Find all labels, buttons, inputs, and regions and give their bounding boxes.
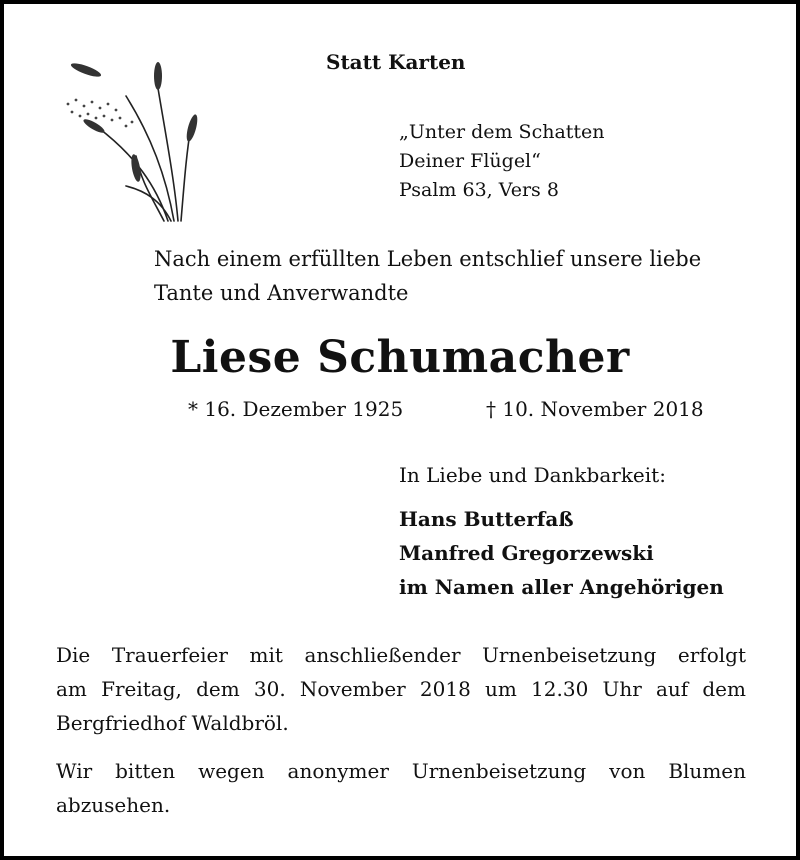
intro-line: Nach einem erfüllten Leben entschlief unsere liebe — [154, 247, 702, 271]
mourners-intro: In Liebe und Dankbarkeit: — [399, 463, 666, 487]
ceremony-line: Die Trauerfeier mit anschließender Urnenbeisetzung erfolgt — [56, 643, 746, 667]
death-date: † 10. November 2018 — [486, 397, 704, 421]
ceremony-line: Bergfriedhof Waldbröl. — [56, 711, 289, 735]
flower-request — [56, 754, 746, 822]
birth-date: * 16. Dezember 1925 — [188, 397, 404, 421]
deceased-name: Liese Schumacher — [170, 332, 630, 383]
mourner-name: im Namen aller Angehörigen — [399, 575, 724, 599]
mourners-list — [399, 502, 724, 604]
quote-source: Psalm 63, Vers 8 — [399, 179, 559, 201]
bible-quote — [399, 118, 605, 205]
ceremony-info — [56, 638, 746, 740]
ceremony-line: am Freitag, dem 30. November 2018 um 12.30 Uhr auf dem — [56, 677, 746, 701]
request-line: Wir bitten wegen anonymer Urnenbeisetzung von Blumen — [56, 759, 746, 783]
intro-text — [154, 242, 701, 310]
mourner-name: Hans Butterfaß — [399, 507, 574, 531]
grain-illustration-icon — [56, 56, 206, 226]
intro-line: Tante und Anverwandte — [154, 281, 409, 305]
quote-line: „Unter dem Schatten — [399, 121, 605, 143]
quote-line: Deiner Flügel“ — [399, 150, 541, 172]
header-title: Statt Karten — [326, 50, 466, 74]
request-line: abzusehen. — [56, 793, 171, 817]
mourner-name: Manfred Gregorzewski — [399, 541, 654, 565]
